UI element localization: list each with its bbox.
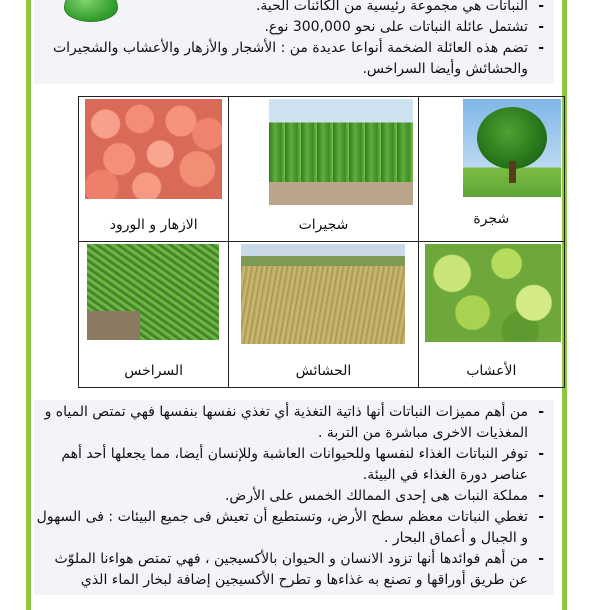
cell-tree: [418, 97, 564, 242]
cell-ferns: [79, 242, 229, 388]
label-herbs: الأعشاب: [466, 363, 517, 379]
fact-bullet: - توفر النباتات الغذاء لنفسها وللحيوانات العاشبة وللإنسان أيضا، مما يجعلها أحد أهم عناصر دورة الغذاء في البيئة.: [34, 444, 544, 486]
intro-bullet: - النباتات هي مجموعة رئيسية من الكائنات الحية.: [34, 0, 544, 17]
intro-bullet: - تضم هذه العائلة الضخمة أنواعا عديدة من : الأشجار والأزهار والأعشاب والشجيرات والحشائش وأيضا السراخس.: [34, 38, 544, 80]
tree-crown: [477, 107, 547, 169]
fact-bullet: - من أهم مميزات النباتات أنها ذاتية التغذية أي تغذي نفسها بنفسها فهي تمتص المياه و المغذيات الاخرى مباشرة من التربة .: [34, 402, 544, 444]
fern-image: [87, 244, 219, 340]
fact-bullet: - من أهم فوائدها أنها تزود الانسان و الحيوان بالأكسيجين ، فهي تمتص هواءنا الملوّث عن طريق أوراقها و تصنع به غذاءها و تطرح الأكسيجين إضافة لبخار الماء الذي: [34, 549, 544, 591]
cell-herbs: [418, 242, 564, 388]
label-flowers: الازهار و الورود: [109, 217, 198, 233]
label-tree: شجرة: [473, 211, 510, 227]
plant-types-table: [78, 96, 565, 388]
facts-bullet-list: [34, 400, 554, 595]
herbs-image: [425, 244, 561, 342]
grass-image: [241, 244, 405, 344]
left-green-border: [26, 0, 31, 610]
label-grasses: الحشائش: [295, 363, 352, 379]
label-shrubs: شجيرات: [298, 217, 349, 233]
cell-grasses: [229, 242, 418, 388]
roses-image: [85, 99, 222, 199]
shrubs-image: [269, 99, 413, 205]
cell-flowers: [79, 97, 229, 242]
label-ferns: السراخس: [124, 363, 184, 379]
cell-shrubs: [229, 97, 418, 242]
fact-bullet: - مملكة النبات هى إحدى الممالك الخمس على الأرض.: [34, 486, 544, 507]
tree-trunk: [509, 161, 516, 183]
intro-bullet: - تشتمل عائلة النباتات على نحو 300,000 نوع.: [34, 17, 544, 38]
fact-bullet: - تغطي النباتات معظم سطح الأرض، وتستطيع أن تعيش فى جميع البيئات : فى السهول و الجبال و أعماق البحار .: [34, 507, 544, 549]
tree-image: [463, 99, 561, 197]
